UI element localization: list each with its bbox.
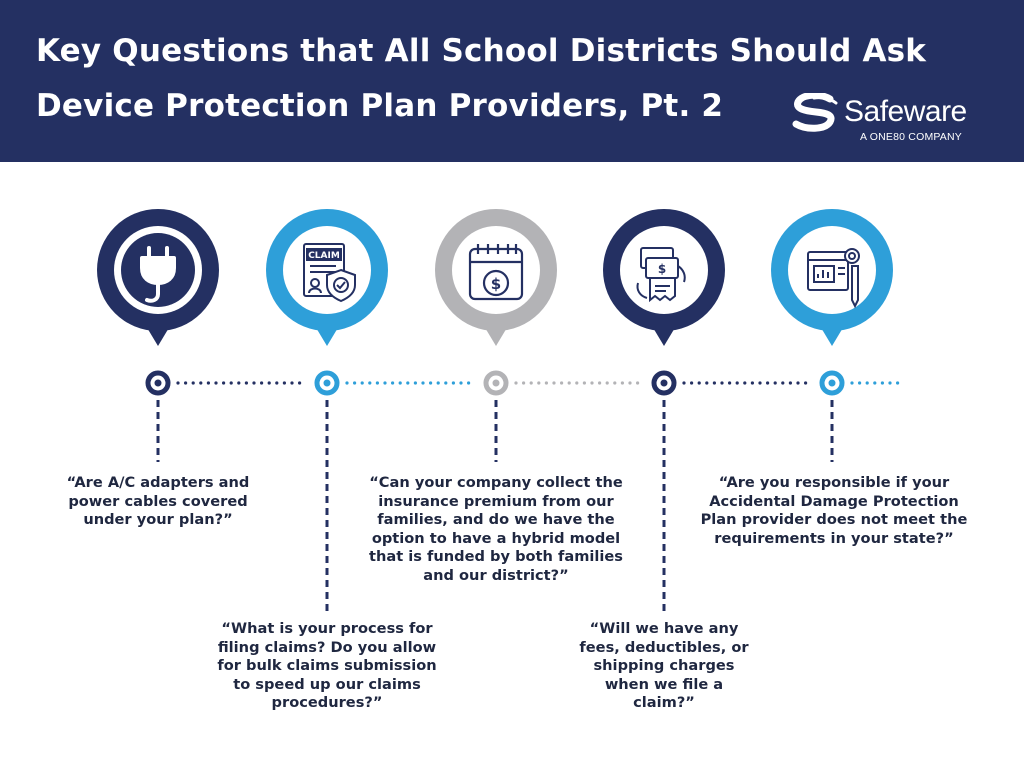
logo-wordmark: Safeware — [844, 95, 967, 128]
step-3 — [435, 209, 557, 393]
step-5 — [771, 209, 893, 393]
step-1-node — [148, 373, 168, 393]
question-3: “Can your company collect the insurance premium from our families, and do we have the option to have a hybrid model that is funded by both families and our district?” — [369, 474, 623, 584]
step-3-node — [486, 373, 506, 393]
question-2: “What is your process for filing claims? Do you allow for bulk claims submission to speed up our claims procedures?” — [217, 620, 437, 711]
question-1: “Are A/C adapters and power cables covered under your plan?” — [66, 474, 250, 528]
question-5: “Are you responsible if your Accidental Damage Protection Plan provider does not meet the requirements in your state?” — [700, 474, 968, 547]
title-line-1: Key Questions that All School Districts Should Ask — [36, 33, 927, 69]
step-4 — [603, 209, 725, 393]
step-5-node — [822, 373, 842, 393]
logo-tagline: A ONE80 COMPANY — [860, 131, 963, 143]
title-line-2: Device Protection Plan Providers, Pt. 2 — [36, 88, 724, 124]
calendar-dollar-sign: $ — [490, 275, 502, 293]
question-4: “Will we have any fees, deductibles, or shipping charges when we file a claim?” — [579, 620, 749, 711]
step-4-node — [654, 373, 674, 393]
step-2 — [266, 209, 388, 393]
receipt-dollar-sign: $ — [657, 262, 667, 276]
claim-icon-label: CLAIM — [308, 251, 340, 261]
step-2-node — [317, 373, 337, 393]
step-5-pin — [771, 209, 893, 346]
step-1 — [97, 209, 219, 393]
